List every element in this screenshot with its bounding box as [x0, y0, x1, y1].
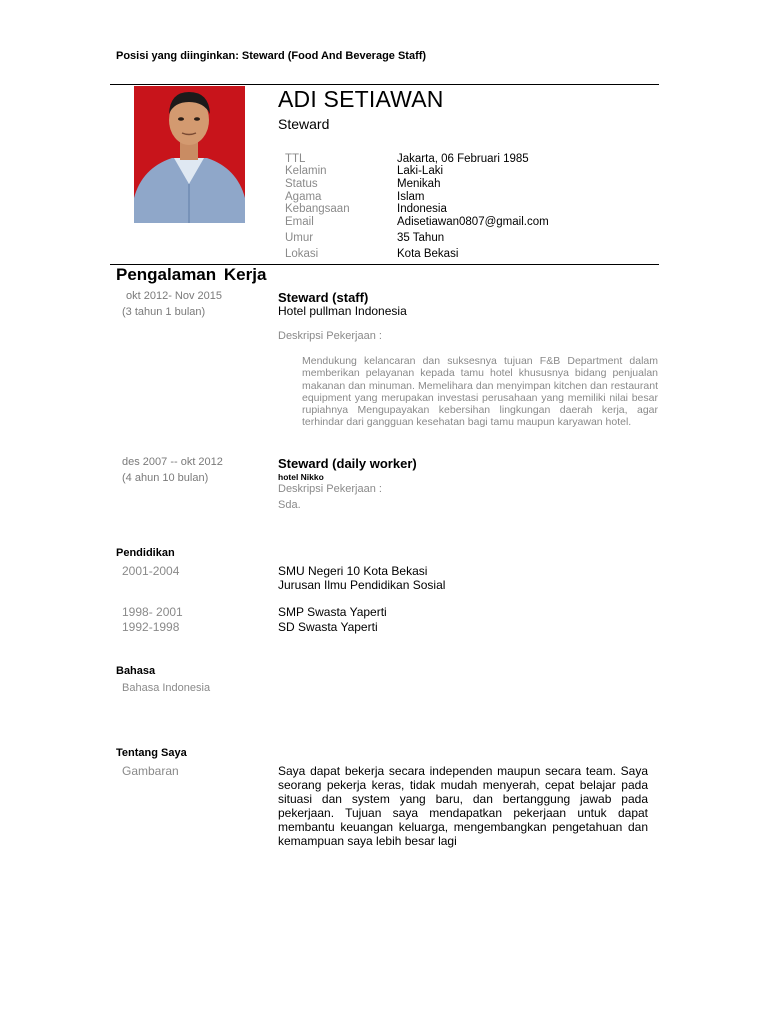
job-period: okt 2012- Nov 2015	[126, 290, 223, 302]
education-heading: Pendidikan	[116, 547, 175, 559]
job-title: Steward (daily worker)	[278, 456, 417, 471]
job-desc-label: Deskripsi Pekerjaan :	[278, 330, 382, 342]
job-company: Hotel pullman Indonesia	[278, 304, 407, 318]
detail-label: Email	[285, 216, 314, 228]
detail-label: Lokasi	[285, 248, 319, 260]
detail-row	[285, 153, 529, 166]
detail-label: Agama	[285, 191, 322, 203]
detail-row	[285, 165, 443, 178]
candidate-title: Steward	[278, 116, 330, 132]
candidate-name: ADI SETIAWAN	[278, 86, 444, 112]
detail-value: Menikah	[397, 178, 441, 190]
detail-row	[285, 203, 447, 216]
education-school: SMU Negeri 10 Kota Bekasi	[278, 564, 428, 578]
education-years: 1998- 2001	[122, 605, 183, 619]
about-label: Gambaran	[122, 764, 179, 778]
job-description: Mendukung kelancaran dan suksesnya tujuan F&B Department dalam memberikan pelayanan kepada tamu hotel khususnya bidang penjualan makanan dan minuman. Memelihara dan menyimpan kitchen dan restaurant equipment yang merupakan investasi perusahaan yang memiliki nilai besar rupiahnya Mengupayakan kebersihan lingkungan daerah kerja, agar terhindar dari gangguan kesehatan bagi tamu maupun karyawan hotel.	[302, 355, 658, 429]
detail-label: Kebangsaan	[285, 203, 350, 215]
detail-label: Umur	[285, 232, 314, 244]
language-heading: Bahasa	[116, 665, 156, 677]
education-years: 1992-1998	[122, 620, 180, 634]
header-divider	[110, 84, 659, 85]
detail-row	[285, 248, 458, 261]
job-description: Sda.	[278, 499, 301, 511]
desired-position: Posisi yang diinginkan: Steward (Food And Beverage Staff)	[116, 50, 427, 62]
education-major: Jurusan Ilmu Pendidikan Sosial	[278, 578, 446, 592]
experience-heading: Pengalaman Kerja	[116, 265, 267, 284]
detail-row	[285, 178, 440, 191]
detail-row	[285, 216, 549, 229]
education-school: SMP Swasta Yaperti	[278, 605, 387, 619]
detail-value: Kota Bekasi	[397, 248, 459, 260]
detail-value: Islam	[397, 191, 425, 203]
job-company: hotel Nikko	[278, 472, 324, 482]
detail-value-email: Adisetiawan0807@gmail.com	[397, 216, 549, 228]
job-duration: (4 ahun 10 bulan)	[122, 472, 209, 484]
job-title: Steward (staff)	[278, 290, 369, 305]
job-desc-label: Deskripsi Pekerjaan :	[278, 483, 382, 495]
detail-value: Laki-Laki	[397, 165, 444, 177]
profile-photo	[134, 86, 245, 223]
education-years: 2001-2004	[122, 564, 180, 578]
job-duration: (3 tahun 1 bulan)	[122, 306, 206, 318]
language-value: Bahasa Indonesia	[122, 682, 211, 694]
detail-label: TTL	[285, 153, 306, 165]
detail-label: Status	[285, 178, 318, 190]
detail-row	[285, 191, 424, 204]
detail-value: Jakarta, 06 Februari 1985	[397, 153, 529, 165]
about-heading: Tentang Saya	[116, 747, 187, 759]
job-period: des 2007 -- okt 2012	[122, 456, 223, 468]
education-school: SD Swasta Yaperti	[278, 620, 378, 634]
about-text: Saya dapat bekerja secara independen maupun secara team. Saya seorang pekerja keras, tidak mudah menyerah, cepat belajar pada situasi dan system yang baru, dan bertanggung jawab pada pekerjaan. Tujuan saya mendapatkan pekerjaan untuk dapat membantu keuangan keluarga, mengembangkan pengetahuan dan kemampuan saya lebih besar lagi	[278, 764, 648, 848]
detail-value: Indonesia	[397, 203, 447, 215]
detail-value: 35 Tahun	[397, 232, 445, 244]
detail-row	[285, 232, 444, 245]
detail-label: Kelamin	[285, 165, 327, 177]
